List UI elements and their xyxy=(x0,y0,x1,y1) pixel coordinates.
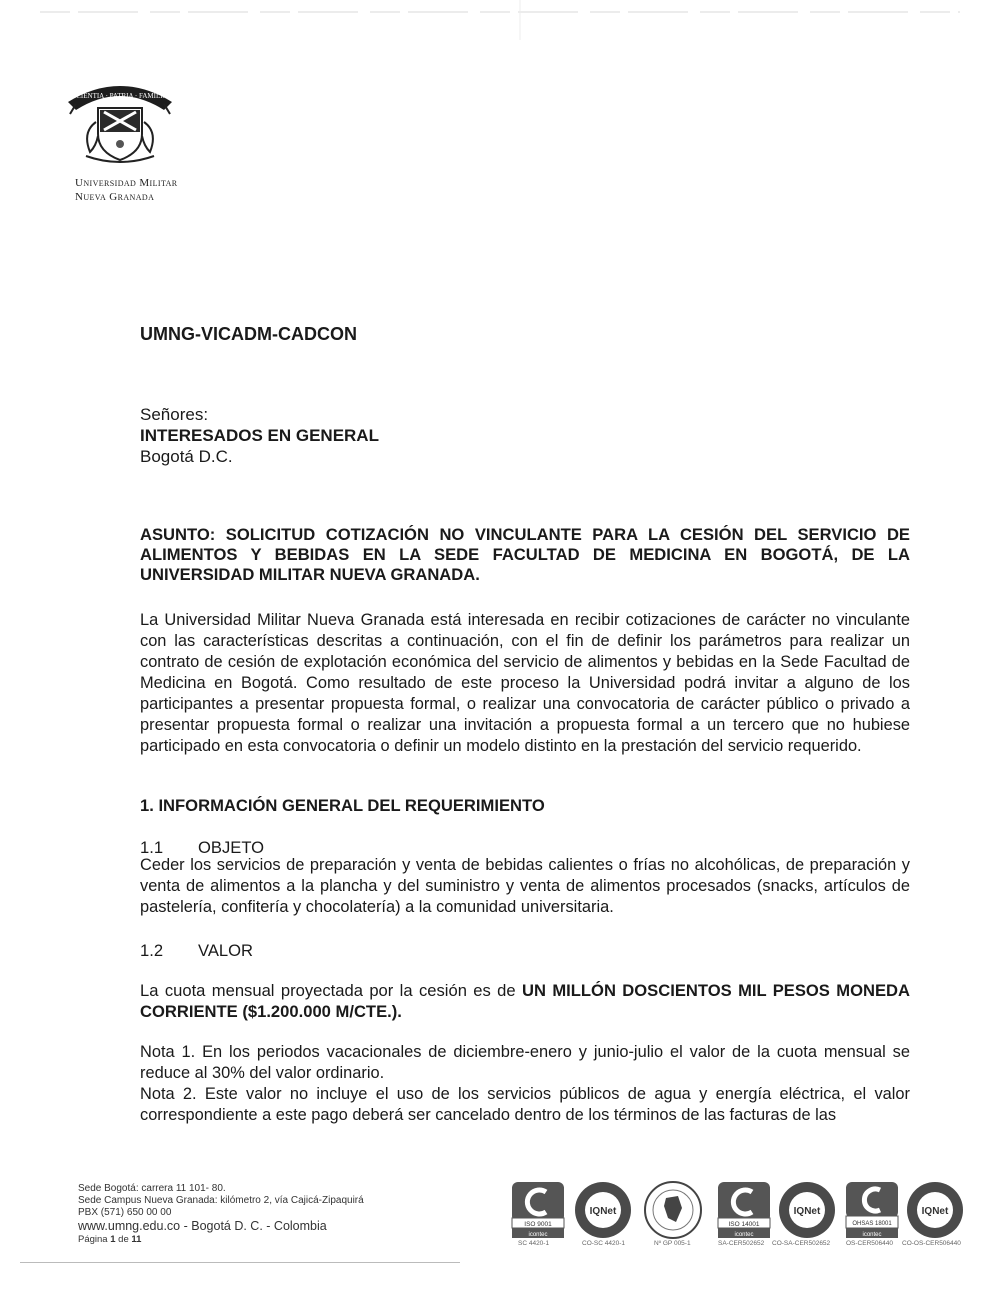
gp-quality-seal-icon xyxy=(642,1180,704,1240)
subsection-number: 1.2 xyxy=(140,941,164,960)
svg-text:OHSAS 18001: OHSAS 18001 xyxy=(852,1221,892,1227)
section-heading: 1. INFORMACIÓN GENERAL DEL REQUERIMIENTO xyxy=(140,796,545,815)
valor-paragraph xyxy=(140,980,910,1022)
svg-text:IQNet: IQNet xyxy=(589,1206,617,1217)
footer-address-campus: Sede Campus Nueva Granada: kilómetro 2, vía Cajicá-Zipaquirá xyxy=(78,1195,364,1206)
svg-text:IQNet: IQNet xyxy=(921,1206,949,1217)
footer-phone: PBX (571) 650 00 00 xyxy=(78,1207,172,1218)
salutation: Señores: xyxy=(140,405,209,424)
icontec-iso9001-icon xyxy=(510,1180,566,1240)
svg-text:icontec: icontec xyxy=(734,1232,754,1238)
svg-text:ISO 9001: ISO 9001 xyxy=(524,1221,552,1228)
cert-code: CO-SC 4420-1 xyxy=(582,1240,625,1247)
footer-address-bogota: Sede Bogotá: carrera 11 101- 80. xyxy=(78,1183,226,1194)
cert-code: CO-SA-CER502652 xyxy=(772,1240,831,1247)
certification-logos xyxy=(510,1180,970,1260)
iqnet-certification-icon xyxy=(572,1180,634,1240)
subject-line: ASUNTO: SOLICITUD COTIZACIÓN NO VINCULANTE PARA LA CESIÓN DEL SERVICIO DE ALIMENTOS Y BEBIDAS EN LA SEDE FACULTAD DE MEDICINA EN BOGOTÁ, DE LA UNIVERSIDAD MILITAR NUEVA GRANADA. xyxy=(140,525,910,584)
cert-code: SA-CER502652 xyxy=(718,1240,765,1247)
icontec-iso14001-icon xyxy=(716,1180,772,1240)
scan-artifact xyxy=(0,0,1000,40)
subsection-title: OBJETO xyxy=(198,838,265,857)
institution-name-line2: Nueva Granada xyxy=(75,191,155,203)
footer-website: www.umng.edu.co - Bogotá D. C. - Colombia xyxy=(78,1219,327,1233)
svg-text:icontec: icontec xyxy=(862,1232,882,1238)
cert-code: CO-OS-CER506440 xyxy=(902,1240,961,1247)
subsection-heading-valor xyxy=(140,941,253,961)
objeto-paragraph: Ceder los servicios de preparación y venta de bebidas calientes o frías no alcohólicas, de preparación y venta de alimentos a la plancha y del suministro y venta de alimentos procesados (snacks, artículos de pastelería, confitería y chocolatería) a la comunidad universitaria. xyxy=(140,856,910,916)
recipient-name: INTERESADOS EN GENERAL xyxy=(140,426,379,445)
cert-code: SC 4420-1 xyxy=(518,1240,550,1247)
valor-amount: UN MILLÓN DOSCIENTOS MIL PESOS MONEDA CORRIENTE ($1.200.000 M/CTE.). xyxy=(140,981,910,1021)
note-2: Nota 2. Este valor no incluye el uso de los servicios públicos de agua y energía eléctrica, el valor correspondiente a este pago deberá ser cancelado dentro de los términos de las facturas de las xyxy=(140,1085,910,1124)
recipient-city: Bogotá D.C. xyxy=(140,447,233,466)
cert-code: Nº GP 005-1 xyxy=(654,1240,691,1247)
icontec-ohsas18001-icon xyxy=(844,1180,900,1240)
institution-name-line1: Universidad Militar xyxy=(75,177,178,189)
svg-text:IQNet: IQNet xyxy=(793,1206,821,1217)
page-number: Página 1 de 11 xyxy=(78,1234,142,1245)
svg-text:icontec: icontec xyxy=(528,1232,548,1238)
footer-contact xyxy=(78,1183,364,1246)
subsection-title: VALOR xyxy=(198,941,254,960)
cert-code: OS-CER506440 xyxy=(846,1240,893,1247)
svg-text:ISO 14001: ISO 14001 xyxy=(728,1221,760,1228)
logo-caption xyxy=(75,176,178,204)
intro-paragraph: La Universidad Militar Nueva Granada está interesada en recibir cotizaciones de carácter no vinculante con las características descritas a continuación, con el fin de definir los parámetros para realizar un contrato de cesión de explotación económica del servicio de alimentos y bebidas en la Sede Facultad de Medicina en Bogotá. Como resultado de este proceso la Universidad podrá invitar a alguno de los participantes a presentar propuesta formal, o realizar una convocatoria de carácter público o privado a presentar propuesta formal o realizar una invitación a propuesta formal a un tercero que no hubiese participado en esta convocatoria o definir un modelo distinto en la prestación del servicio requerido. xyxy=(140,611,910,755)
notes-block xyxy=(140,1042,910,1126)
iqnet-certification-icon xyxy=(904,1180,966,1240)
footer-divider xyxy=(20,1262,460,1263)
svg-text:SCIENTIA · PATRIA · FAMILIA: SCIENTIA · PATRIA · FAMILIA xyxy=(72,92,168,100)
subsection-number: 1.1 xyxy=(140,838,164,857)
iqnet-certification-icon xyxy=(776,1180,838,1240)
recipient-block xyxy=(140,404,379,467)
note-1: Nota 1. En los periodos vacacionales de diciembre-enero y junio-julio el valor de la cuota mensual se reduce al 30% del valor ordinario. xyxy=(140,1043,910,1082)
university-crest-logo xyxy=(60,72,180,167)
document-reference: UMNG-VICADM-CADCON xyxy=(140,324,357,344)
valor-text: La cuota mensual proyectada por la cesión es de xyxy=(140,981,522,1000)
